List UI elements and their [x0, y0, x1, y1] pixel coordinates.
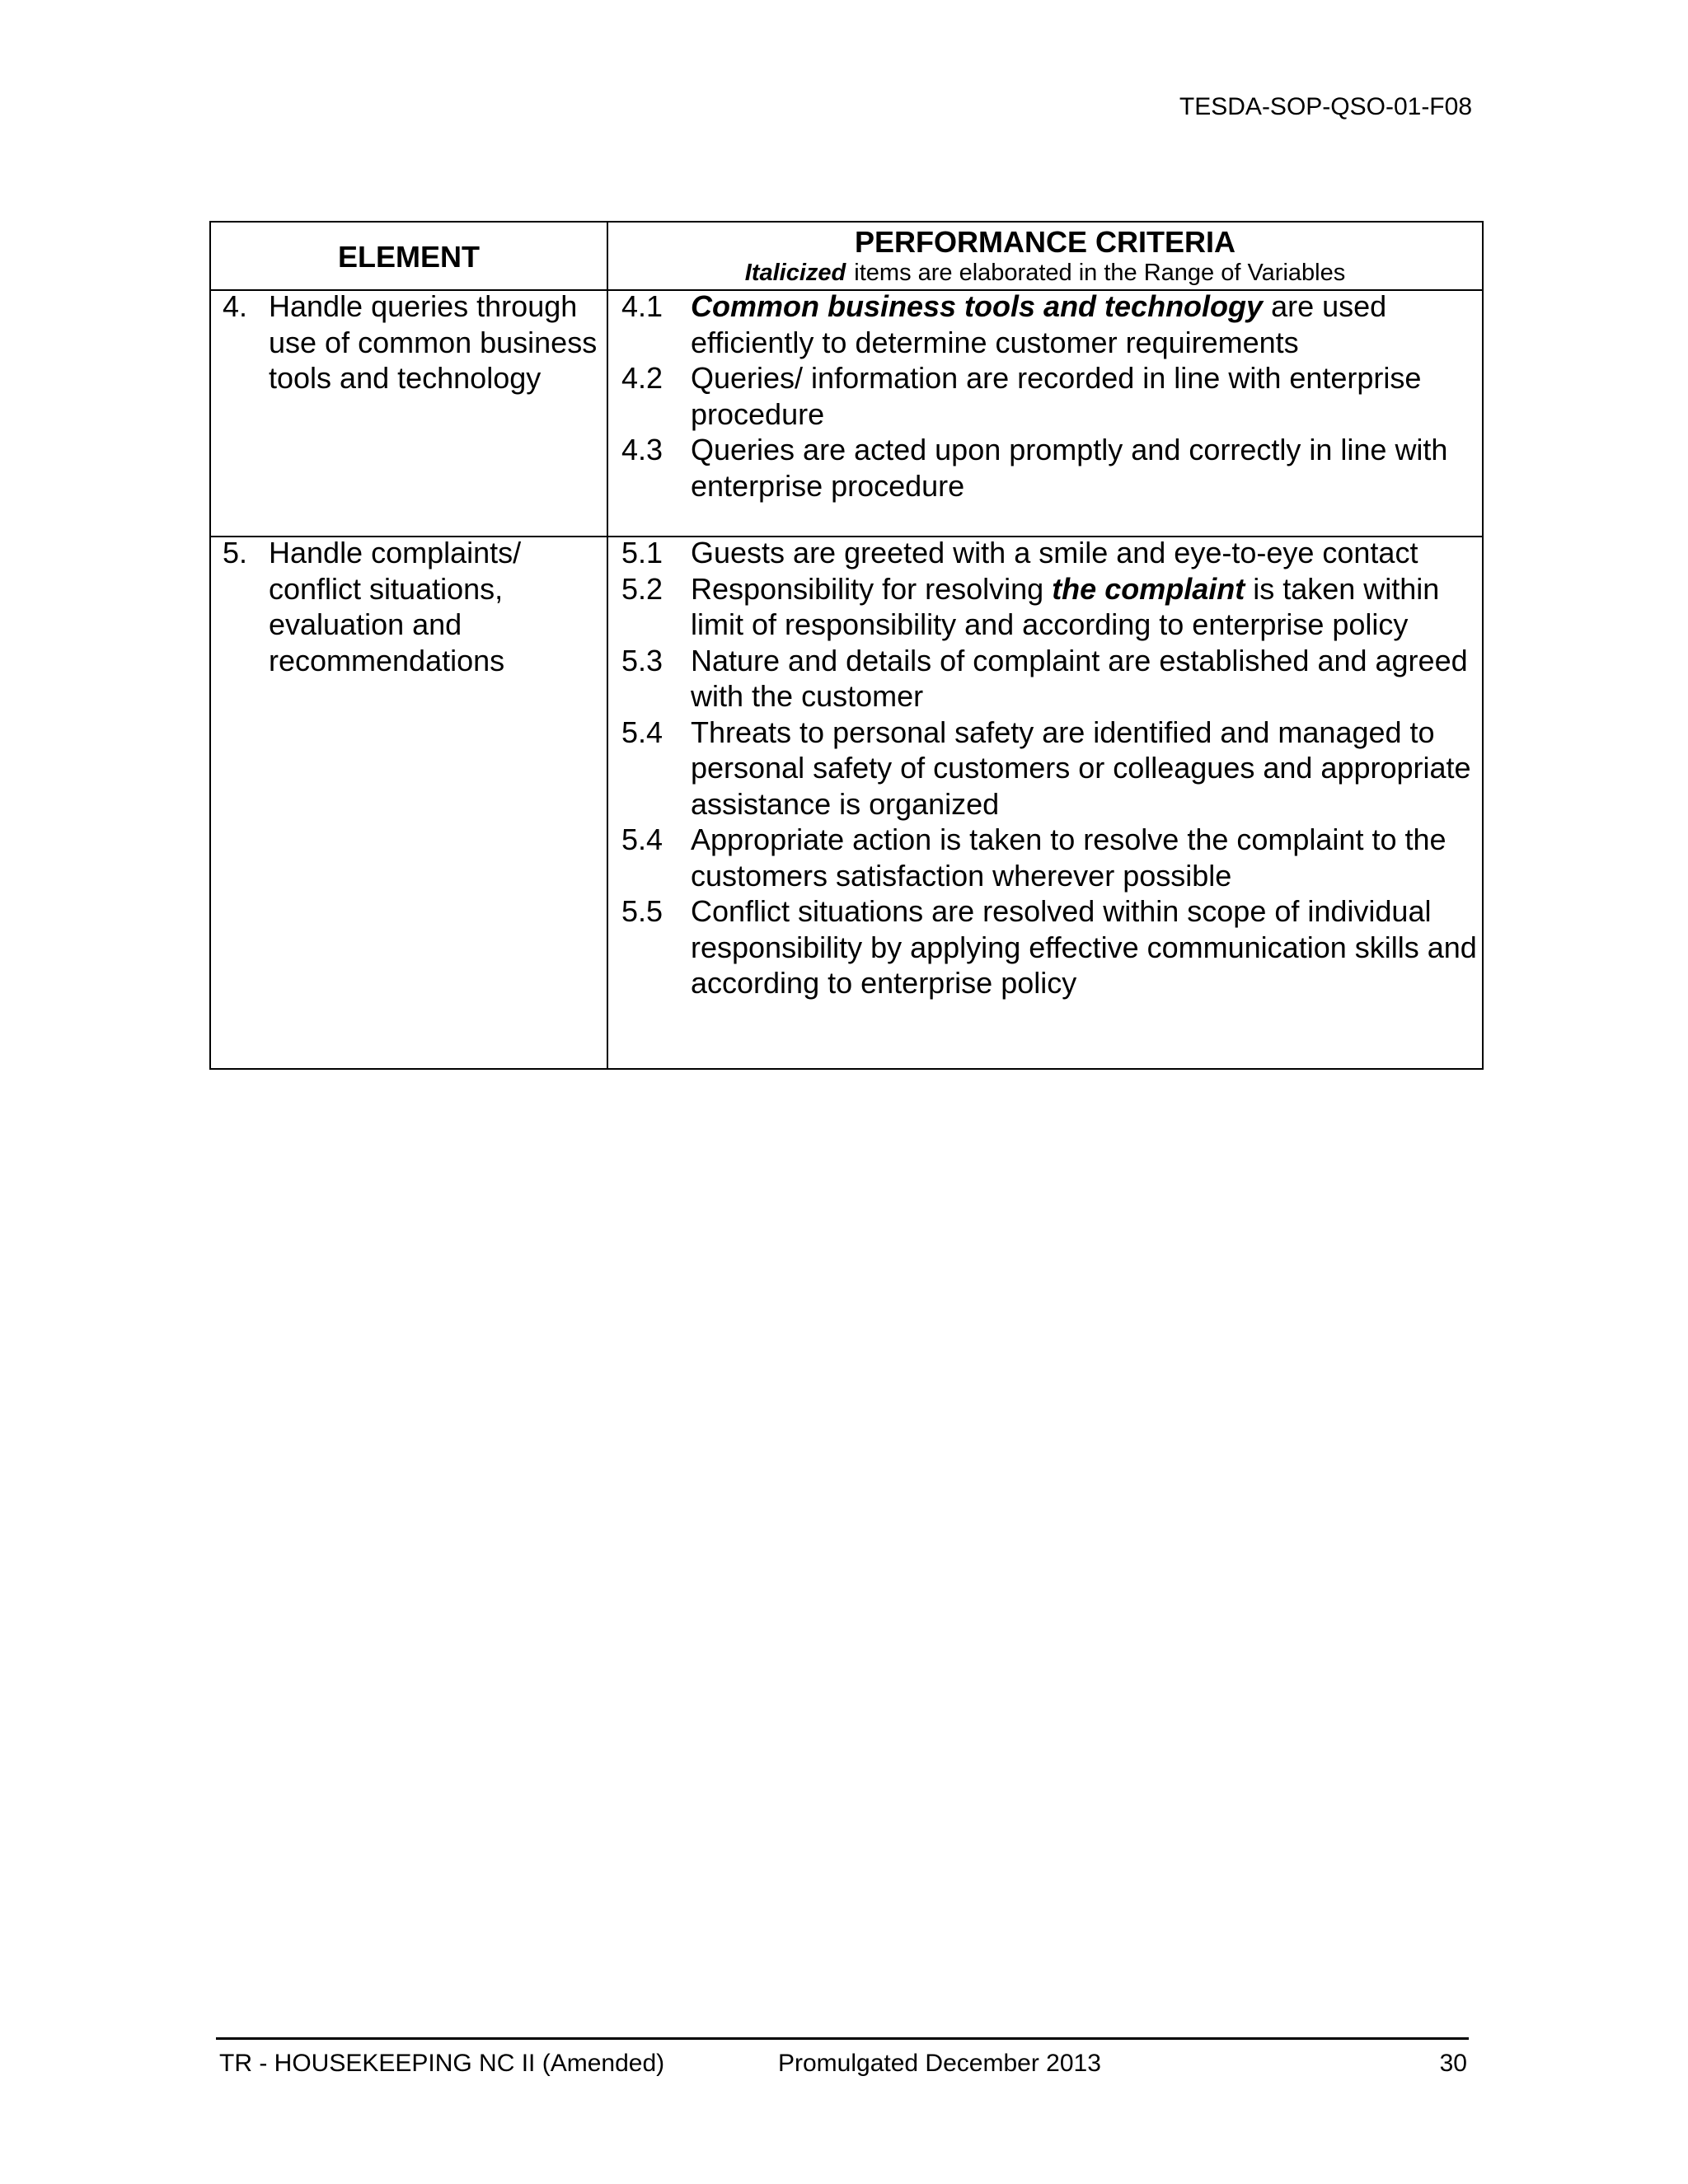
- criterion-number: 4.3: [621, 433, 663, 466]
- criterion-item: [621, 715, 1479, 823]
- competency-table: [209, 221, 1484, 1070]
- criterion-item: [621, 822, 1479, 893]
- criteria-column-header: [608, 226, 1482, 287]
- criterion-text: Queries are acted upon promptly and correctly in line with enterprise procedure: [691, 433, 1448, 503]
- element-text: Handle complaints/ conflict situations, evaluation and recommendations: [269, 536, 522, 677]
- criterion-item: [621, 893, 1479, 1001]
- element-number: 5.: [223, 536, 248, 569]
- criterion-number: 5.4: [621, 715, 663, 749]
- criteria-list-4: [621, 288, 1479, 504]
- emphasized-term: Common business tools and technology: [691, 289, 1264, 323]
- criterion-text: Guests are greeted with a smile and eye-to-eye contact: [691, 536, 1418, 569]
- element-column-header: ELEMENT: [337, 240, 480, 274]
- footer-title: TR - HOUSEKEEPING NC II (Amended): [219, 2050, 665, 2077]
- criterion-number: 5.2: [621, 571, 663, 606]
- criterion-text: Conflict situations are resolved within scope of individual responsibility by applying effective communication skills and according to enterprise policy: [691, 894, 1477, 1000]
- element-cell-4: [223, 288, 602, 396]
- criterion-number: 4.2: [621, 361, 663, 395]
- column-divider: [607, 223, 608, 1068]
- criterion-item: [621, 643, 1479, 715]
- criterion-item: [621, 571, 1479, 643]
- criterion-number: 5.1: [621, 536, 663, 569]
- criterion-number: 4.1: [621, 289, 663, 323]
- element-text: Handle queries through use of common business tools and technology: [269, 289, 598, 395]
- criterion-item: [621, 288, 1479, 360]
- criterion-number: 5.4: [621, 823, 663, 856]
- criterion-text: Nature and details of complaint are established and agreed with the customer: [691, 643, 1468, 713]
- criterion-item: [621, 360, 1479, 432]
- note-text: items are elaborated in the Range of Variables: [854, 260, 1346, 286]
- criteria-header-note: [608, 259, 1482, 287]
- criterion-number: 5.3: [621, 643, 663, 677]
- criterion-text: Queries/ information are recorded in line with enterprise procedure: [691, 361, 1422, 431]
- criteria-list-5: [621, 535, 1479, 1001]
- criterion-text-prefix: Responsibility for resolving: [691, 571, 1053, 606]
- document-code: TESDA-SOP-QSO-01-F08: [1179, 93, 1472, 120]
- criterion-text: are used efficiently to determine customer requirements: [691, 289, 1387, 359]
- criterion-number: 5.5: [621, 894, 663, 928]
- criterion-text: Appropriate action is taken to resolve the complaint to the customers satisfaction wherever possible: [691, 823, 1447, 893]
- criterion-item: [621, 432, 1479, 504]
- criterion-text: Threats to personal safety are identified and managed to personal safety of customers or colleagues and appropriate assistance is organized: [691, 715, 1471, 821]
- page-number: 30: [1439, 2050, 1467, 2077]
- element-cell-5: [223, 535, 602, 678]
- element-number: 4.: [223, 289, 248, 323]
- emphasized-term: the complaint: [1052, 571, 1245, 606]
- criterion-item: [621, 535, 1479, 571]
- criteria-header-title: PERFORMANCE CRITERIA: [854, 225, 1236, 259]
- footer-rule: [216, 2037, 1469, 2040]
- criterion-text: is taken within limit of responsibility and according to enterprise policy: [691, 571, 1440, 641]
- italicized-word: Italicized: [744, 260, 846, 286]
- footer-promulgated: Promulgated December 2013: [778, 2050, 1101, 2077]
